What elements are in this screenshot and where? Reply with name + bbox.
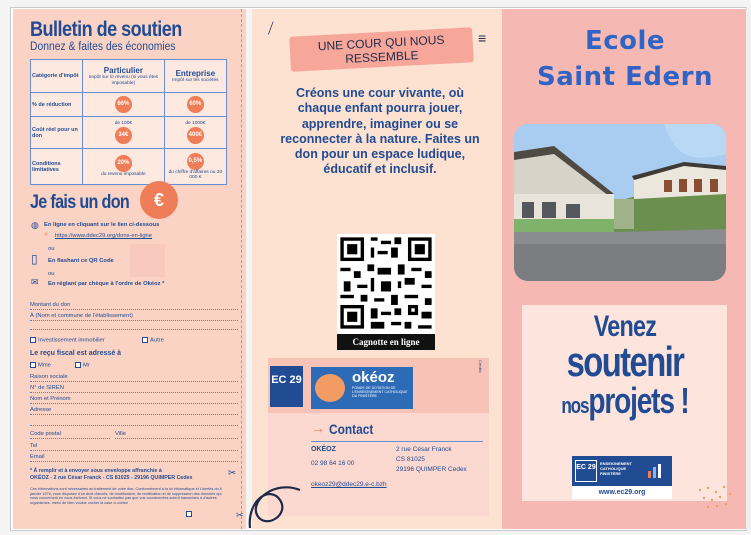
ent-reduction-badge: 60% xyxy=(187,96,204,113)
cp-field[interactable]: Code postal xyxy=(30,431,110,439)
qr-placeholder xyxy=(130,244,165,277)
contact-address-3: 29196 QUIMPER Cedex xyxy=(396,466,467,473)
part-cond-sub: du revenu imposable xyxy=(101,172,146,178)
contact-title: Contact xyxy=(329,421,374,437)
banner-deco-right: ≡ xyxy=(478,30,487,46)
school-name-line2: Saint Edern xyxy=(536,62,713,92)
right-edge xyxy=(746,9,751,529)
qr-flash-label: En flashant ce QR Code xyxy=(48,258,114,264)
scissors-bottom-icon: ✂ xyxy=(236,510,244,520)
poster-line4: projets ! xyxy=(588,380,689,421)
qr-caption: Cagnotte en ligne xyxy=(337,334,435,350)
part-reduction-badge: 66% xyxy=(115,96,132,113)
poster-line3: nos xyxy=(561,393,589,418)
part-de: de 100€ xyxy=(114,121,133,127)
school-photo-image xyxy=(514,124,726,281)
row-cout-label: Coût réel pour un don xyxy=(31,117,83,149)
contact-org: OKÉOZ xyxy=(311,446,336,453)
envelope-icon: ✉ xyxy=(31,277,39,287)
footer-line-1: * À remplir et à envoyer sous enveloppe affranchie à xyxy=(30,468,162,474)
investissement-checkbox[interactable] xyxy=(30,337,36,343)
tax-table xyxy=(30,59,227,185)
raison-field[interactable]: Raison sociale xyxy=(30,374,238,382)
particulier-header-sub: Impôt sur le revenu (si vous êtes imposable) xyxy=(88,75,159,86)
scissors-icon: ✂ xyxy=(228,468,237,479)
ec-logo-mark: EC 29 xyxy=(575,460,597,482)
online-label: En ligne en cliquant sur le lien ci-dessous xyxy=(44,222,160,228)
autre-option[interactable] xyxy=(142,337,164,344)
banner: UNE COUR QUI NOUS RESSEMBLE xyxy=(289,27,474,72)
double-arrow-icon: » xyxy=(44,231,48,238)
ec-website[interactable]: www.ec29.org xyxy=(572,486,672,499)
tax-table-entreprise-header xyxy=(164,60,226,93)
school-name xyxy=(510,23,740,95)
affectation-field[interactable]: À (Nom et commune de l'établissement) xyxy=(30,313,238,321)
poster-line1: Venez xyxy=(593,310,657,343)
cell-part-cout xyxy=(83,117,165,149)
investissement-option[interactable] xyxy=(30,337,105,344)
middle-body-text: Créons une cour vivante, où chaque enfant pourra jouer, apprendre, imaginer ou se reconnecter à la nature. Faites un don pour un espace ludique, éducatif et inclusif. xyxy=(280,86,480,177)
coin-hand-icon: € xyxy=(140,181,178,219)
part-cout-badge: 34€ xyxy=(115,127,132,144)
particulier-header: Particulier xyxy=(103,66,143,76)
arrow-right-icon: → xyxy=(311,420,325,436)
qr-code-image xyxy=(337,234,435,332)
contact-email-link[interactable]: okeoz29@ddec29.e-c.bzh xyxy=(311,481,387,488)
ent-de: de 1000€ xyxy=(185,121,206,127)
cheque-label: En réglant par chèque à l'ordre de Okéoz * xyxy=(48,281,165,287)
email-field[interactable]: Email xyxy=(30,454,238,462)
siren-field[interactable]: N° de SIREN xyxy=(30,385,238,393)
qr-code[interactable] xyxy=(337,234,435,350)
ec29-logo: EC 29 xyxy=(270,366,303,407)
school-name-line1: Ecole xyxy=(584,26,666,56)
affectation-line2[interactable] xyxy=(30,324,238,330)
contact-phone[interactable]: 02 98 64 16 00 xyxy=(311,460,355,467)
tel-field[interactable]: Tel xyxy=(30,443,238,451)
mr-option[interactable] xyxy=(75,362,90,369)
ec-logo-text: ENSEIGNEMENT CATHOLIQUE FINISTÈRE xyxy=(600,461,633,476)
cell-part-cond xyxy=(83,149,165,185)
contact-address-1: 2 rue César Franck xyxy=(396,446,452,453)
ville-field[interactable]: Ville xyxy=(115,431,238,439)
montant-field[interactable]: Montant du don xyxy=(30,302,238,310)
cell-ent-cout xyxy=(164,117,226,149)
phone-icon: ▯ xyxy=(31,252,38,266)
row-conditions-label: Conditions limitatives xyxy=(31,149,83,185)
okeoz-subtitle: FONDS DE DOTATION DE L'ENSEIGNEMENT CATHOLIQUE DU FINISTÈRE xyxy=(352,386,408,399)
okeoz-logo-icon xyxy=(315,374,345,402)
ou-1: ou xyxy=(48,246,55,252)
mme-option[interactable] xyxy=(30,362,51,369)
legal-text: Ces informations sont nécessaires au traitement de votre don. Conformément à la loi informatique et Libertés du 6 janvier 1978, vous disposez d'un droit d'accès, de modification, de rectification et de suppression des données qui vous concernent en nous écrivant. Si vous ne souhaitez pas que vos coordonnées soient transmises à d'autres organismes, merci de bien vouloir cocher la case ci-contre xyxy=(30,487,222,505)
cell-ent-reduction xyxy=(164,93,226,117)
cell-ent-cond xyxy=(164,149,226,185)
okeoz-name: okéoz xyxy=(352,369,395,386)
adresse-line2[interactable] xyxy=(30,419,238,426)
tax-table-corner: Catégorie d'impôt xyxy=(31,60,83,93)
ent-cond-sub: du chiffre d'affaires ou 20 000 € xyxy=(168,169,223,180)
school-photo xyxy=(514,124,726,281)
ec-logo-bars-icon xyxy=(648,464,666,478)
nom-field[interactable]: Nom et Prénom xyxy=(30,396,238,404)
investissement-label: Investissement immobilier xyxy=(38,337,105,344)
adresse-field[interactable]: Adresse xyxy=(30,407,238,415)
globe-icon: ◍ xyxy=(31,220,39,230)
ec-logo-box xyxy=(572,456,672,499)
mr-checkbox[interactable] xyxy=(75,362,81,368)
recu-title: Le reçu fiscal est adressé à xyxy=(30,350,122,357)
side-credit: Crédits xyxy=(478,360,483,373)
poster-line3-wrap xyxy=(547,382,703,425)
cut-line xyxy=(241,9,242,529)
contact-divider xyxy=(311,441,483,442)
bulletin-title: Bulletin de soutien xyxy=(30,18,182,41)
don-title: Je fais un don xyxy=(30,192,130,213)
autre-label: Autre xyxy=(150,337,164,344)
contact-address-2: CS 81025 xyxy=(396,456,425,463)
mme-checkbox[interactable] xyxy=(30,362,36,368)
ent-cout-badge: 400€ xyxy=(187,127,204,144)
entreprise-header: Entreprise xyxy=(175,68,216,78)
tax-table-particulier-header xyxy=(83,60,165,93)
part-cond-badge: 20% xyxy=(115,155,132,172)
ou-2: ou xyxy=(48,271,55,277)
row-reduction-label: % de réduction xyxy=(31,93,83,117)
banner-deco-left: ⟋ xyxy=(263,18,279,38)
cell-part-reduction xyxy=(83,93,165,117)
mr-label: Mr xyxy=(83,362,90,369)
decorative-dots xyxy=(690,480,740,515)
ent-cond-badge: 0,5% xyxy=(187,153,204,170)
legal-checkbox[interactable] xyxy=(186,511,192,517)
bulletin-subtitle: Donnez & faites des économies xyxy=(30,41,176,53)
decorative-loop xyxy=(245,460,315,532)
poster-slogan xyxy=(547,312,703,425)
footer-line-2: OKÉOZ - 2 rue César Franck - CS 81025 - 29196 QUIMPER Cedex xyxy=(30,475,193,481)
online-url-link[interactable]: https://www.ddec29.org/dons-en-ligne xyxy=(55,233,152,239)
mme-label: Mme xyxy=(38,362,51,369)
poster-line2: soutenir xyxy=(566,338,684,385)
autre-checkbox[interactable] xyxy=(142,337,148,343)
entreprise-header-sub: Impôt sur les sociétés xyxy=(172,77,219,83)
